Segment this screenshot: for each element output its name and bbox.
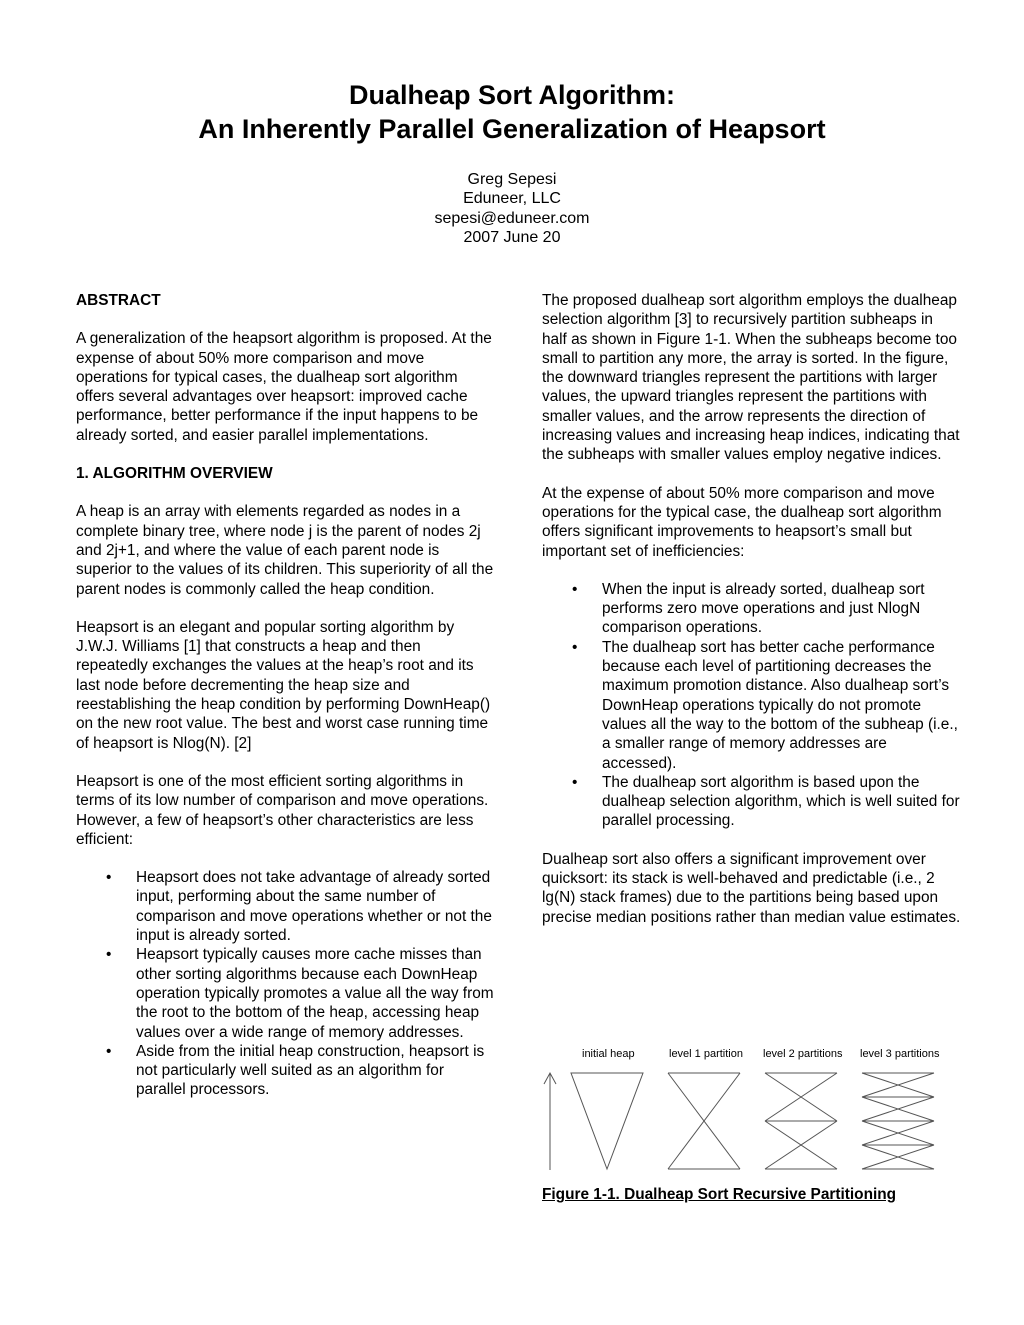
paragraph: Heapsort is one of the most efficient sorting algorithms in terms of its low number of comparison and move operations. However, a few of heapsort’s other characteristics are less efficient:	[76, 772, 489, 848]
level-2-partitions	[765, 1073, 837, 1169]
abstract-heading: ABSTRACT	[76, 292, 161, 309]
arrow-icon	[544, 1073, 556, 1170]
bullet-item: • Heapsort does not take advantage of already sorted input, performing about the same number of comparison and move operations whether or not the input is already sorted.	[76, 868, 496, 945]
paragraph: Dualheap sort also offers a significant improvement over quicksort: its stack is well-behaved and predictable (i.e., 2 lg(N) stack frames) due to the partitions being based upon precise median positions rather than median value estimates.	[542, 850, 961, 926]
author-name: Greg Sepesi	[467, 171, 557, 188]
bullet-item: • When the input is already sorted, dualheap sort performs zero move operations and just NlogN comparison operations.	[542, 580, 962, 638]
author-org: Eduneer, LLC	[463, 190, 561, 208]
left-column	[76, 291, 496, 1119]
level-3-partitions	[862, 1073, 934, 1169]
figure-label-level-2: level 2 partitions	[763, 1048, 843, 1060]
author-email: sepesi@eduneer.com	[434, 209, 590, 227]
figure-caption: Figure 1-1. Dualheap Sort Recursive Partitioning	[542, 1186, 897, 1203]
paragraph: Heapsort is an elegant and popular sorting algorithm by J.W.J. Williams [1] that constructs a heap and then repeatedly exchanges the values at the heap’s root and its last node before decrementing the heap size and reestablishing the heap condition by performing DownHeap() on the new root value. The best and worst case running time of heapsort is Nlog(N). [2]	[76, 618, 491, 752]
figure-label-level-1: level 1 partition	[669, 1048, 743, 1060]
abstract-text: A generalization of the heapsort algorithm is proposed. At the expense of about 50% more comparison and move operations for typical cases, the dualheap sort algorithm offers several advantages over heapsort: improved cache performance, better performance if the input happens to be already sorted, and easier parallel implementations.	[76, 330, 492, 444]
paragraph: At the expense of about 50% more comparison and move operations for the typical case, the dualheap sort algorithm offers significant improvements to heapsort’s small but important set of inefficiencies:	[542, 484, 942, 560]
paragraph: The proposed dualheap sort algorithm employs the dualheap selection algorithm [3] to recursively partition subheaps in half as shown in Figure 1-1. When the subheaps become too small to partition any more, the array is sorted. In the figure, the downward triangles represent the partitions with larger values, the upward triangles represent the partitions with smaller values, and the arrow represents the direction of increasing values and increasing heap indices, indicating that the subheaps with smaller values employ negative indices.	[542, 292, 960, 464]
figure-1-1	[542, 1046, 942, 1176]
partition-diagram	[542, 1046, 942, 1176]
level-1-partition	[668, 1073, 740, 1169]
bullet-list	[76, 868, 496, 1100]
paragraph: A heap is an array with elements regarded as nodes in a complete binary tree, where node j is the parent of nodes 2j and 2j+1, and where the value of each parent node is superior to the values of its children. This superiority of all the parent nodes is commonly called the heap condition.	[76, 503, 494, 598]
bullet-item: • Heapsort typically causes more cache misses than other sorting algorithms because each DownHeap operation typically promotes a value all the way from the root to the bottom of the heap, accessing heap values over a wide range of memory addresses.	[76, 945, 496, 1041]
bullet-item: • The dualheap sort algorithm is based upon the dualheap selection algorithm, which is well suited for parallel processing.	[542, 773, 962, 831]
figure-label-level-3: level 3 partitions	[860, 1048, 940, 1060]
title-line-2: An Inherently Parallel Generalization of Heapsort	[198, 114, 826, 144]
paper-date: 2007 June 20	[463, 228, 561, 246]
paper-title	[0, 78, 1024, 146]
bullet-list	[542, 580, 962, 831]
right-column	[542, 291, 962, 946]
bullet-item: • The dualheap sort has better cache performance because each level of partitioning decreases the maximum promotion distance. Also dualheap sort’s DownHeap operations typically do not promote values all the way to the bottom of the subheap (i.e., a smaller range of memory addresses are accessed).	[542, 638, 962, 773]
initial-heap-triangle	[571, 1073, 643, 1169]
bullet-item: • Aside from the initial heap construction, heapsort is not particularly well suited as an algorithm for parallel processors.	[76, 1042, 496, 1100]
section-1-heading: 1. ALGORITHM OVERVIEW	[76, 465, 273, 483]
figure-label-initial-heap: initial heap	[582, 1048, 635, 1060]
title-line-1: Dualheap Sort Algorithm:	[348, 80, 675, 110]
author-block	[0, 170, 1024, 247]
